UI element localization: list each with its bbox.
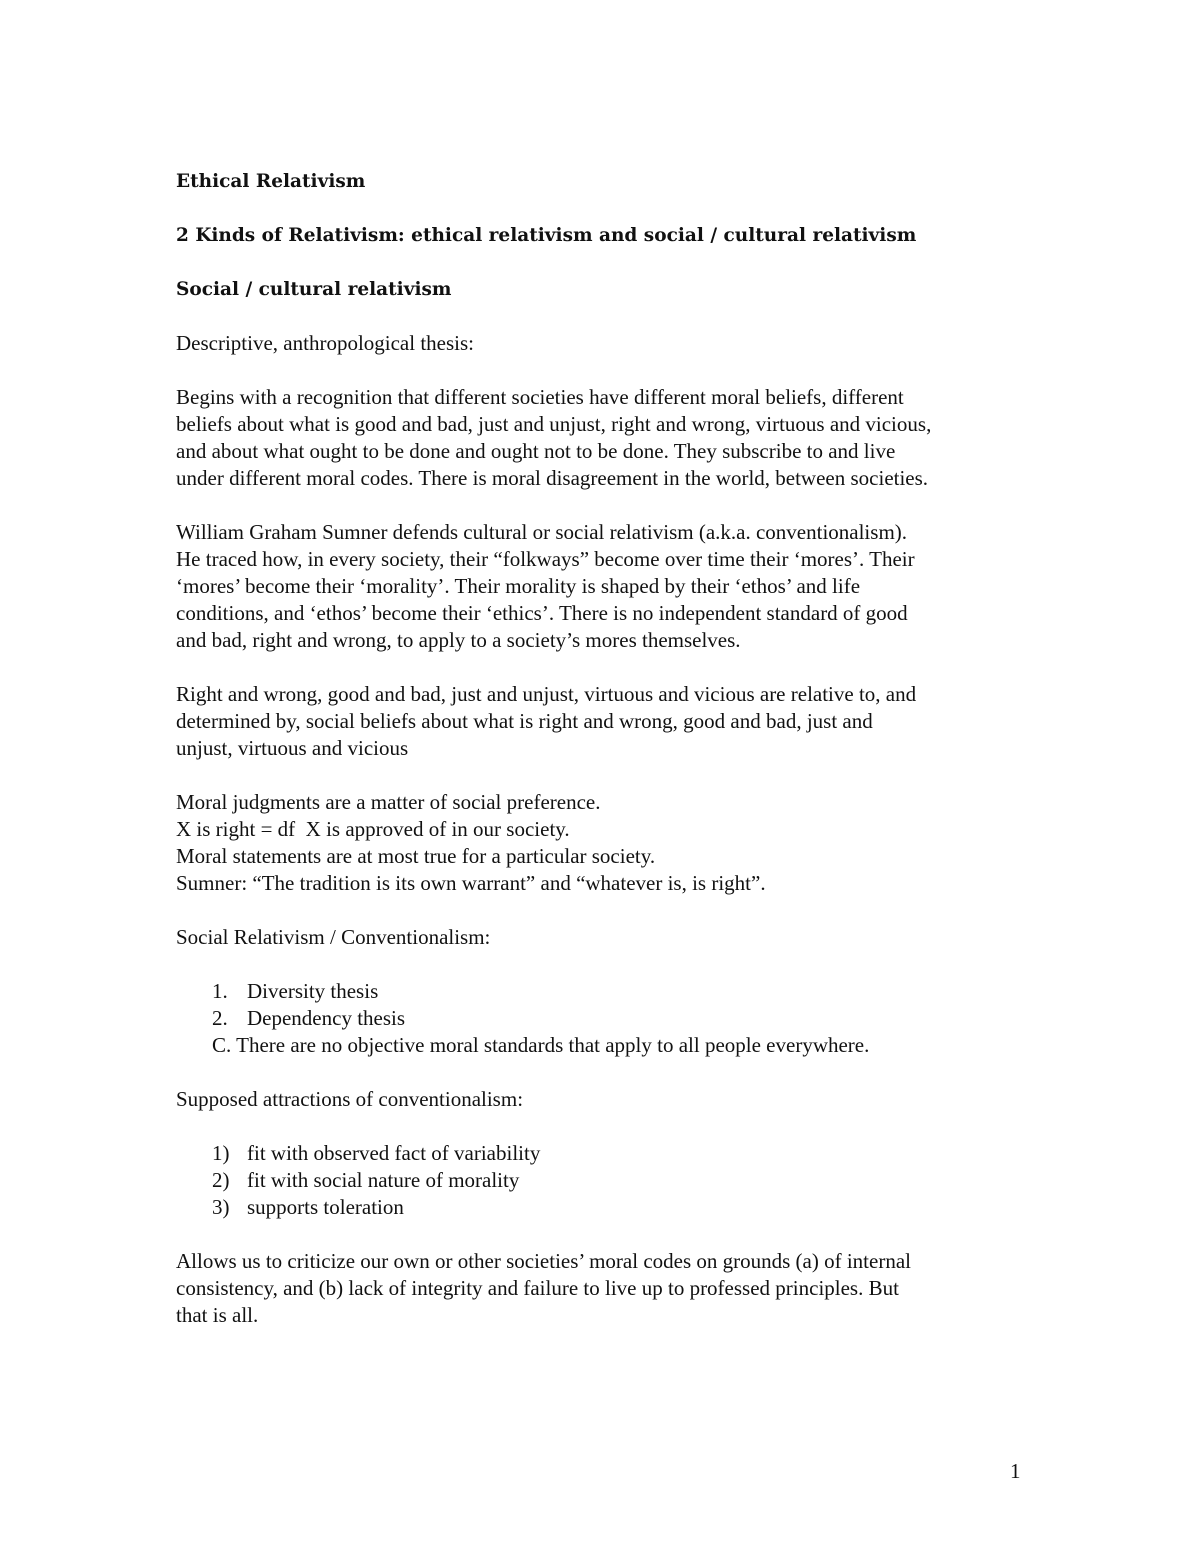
paragraph-line: determined by, social beliefs about what is right and wrong, good and bad, just and: [176, 709, 873, 733]
paragraph-line: ‘mores’ become their ‘morality’. Their morality is shaped by their ‘ethos’ and life: [176, 574, 861, 598]
list-item: [176, 1194, 1036, 1221]
paragraph-sumner: [176, 519, 1036, 654]
paragraph-line: Begins with a recognition that different societies have different moral beliefs, different: [176, 385, 904, 409]
list-text: supports toleration: [247, 1195, 404, 1219]
list-number: 2): [212, 1168, 230, 1192]
list-number: 3): [212, 1195, 230, 1219]
paragraph-line: He traced how, in every society, their “folkways” become over time their ‘mores’. Their: [176, 547, 915, 571]
list-text: fit with observed fact of variability: [247, 1141, 541, 1165]
paragraph-line: consistency, and (b) lack of integrity and failure to live up to professed principles. But: [176, 1276, 899, 1300]
list-item: [176, 1140, 1036, 1167]
paragraph-line: beliefs about what is good and bad, just and unjust, right and wrong, virtuous and vicious,: [176, 412, 932, 436]
paragraph-right-and-wrong: [176, 681, 1036, 762]
list-item: [176, 978, 1036, 1005]
heading-kinds-of-relativism: 2 Kinds of Relativism: ethical relativism and social / cultural relativism: [176, 225, 917, 246]
paragraph-line: William Graham Sumner defends cultural or social relativism (a.k.a. conventionalism).: [176, 520, 908, 544]
paragraph-begins: [176, 384, 1036, 492]
conclusion-line: C. There are no objective moral standards that apply to all people everywhere.: [212, 1033, 870, 1057]
paragraph-line: Moral judgments are a matter of social preference.: [176, 790, 601, 814]
list-text: fit with social nature of morality: [247, 1168, 520, 1192]
attractions-list: [176, 1140, 1036, 1221]
paragraph-line: Moral statements are at most true for a particular society.: [176, 844, 656, 868]
paragraph-line: and about what ought to be done and ought not to be done. They subscribe to and live: [176, 439, 896, 463]
paragraph-line: Sumner: “The tradition is its own warrant” and “whatever is, is right”.: [176, 871, 766, 895]
list-text: Dependency thesis: [247, 1006, 406, 1030]
paragraph-line: under different moral codes. There is moral disagreement in the world, between societies.: [176, 466, 929, 490]
paragraph-moral-judgments: [176, 789, 1036, 897]
paragraph-line: and bad, right and wrong, to apply to a society’s mores themselves.: [176, 628, 741, 652]
paragraph-line: Allows us to criticize our own or other societies’ moral codes on grounds (a) of internal: [176, 1249, 911, 1273]
list-number: 1.: [212, 979, 228, 1003]
paragraph-line: unjust, virtuous and vicious: [176, 736, 409, 760]
paragraph-allows: [176, 1248, 1036, 1329]
theses-list: [176, 978, 1036, 1032]
descriptive-thesis-label: Descriptive, anthropological thesis:: [176, 331, 475, 355]
paragraph-line: X is right = df X is approved of in our society.: [176, 817, 570, 841]
list-text: Diversity thesis: [247, 979, 379, 1003]
social-relativism-label: Social Relativism / Conventionalism:: [176, 925, 491, 949]
page-number: 1: [1010, 1459, 1021, 1483]
list-number: 1): [212, 1141, 230, 1165]
list-number: 2.: [212, 1006, 228, 1030]
attractions-label: Supposed attractions of conventionalism:: [176, 1087, 524, 1111]
document-body: [176, 168, 1036, 1329]
paragraph-line: conditions, and ‘ethos’ become their ‘ethics’. There is no independent standard of good: [176, 601, 908, 625]
list-item: [176, 1005, 1036, 1032]
paragraph-line: Right and wrong, good and bad, just and unjust, virtuous and vicious are relative to, and: [176, 682, 917, 706]
list-item: [176, 1167, 1036, 1194]
paragraph-line: that is all.: [176, 1303, 259, 1327]
heading-social-cultural-relativism: Social / cultural relativism: [176, 279, 452, 300]
document-title: Ethical Relativism: [176, 171, 366, 192]
